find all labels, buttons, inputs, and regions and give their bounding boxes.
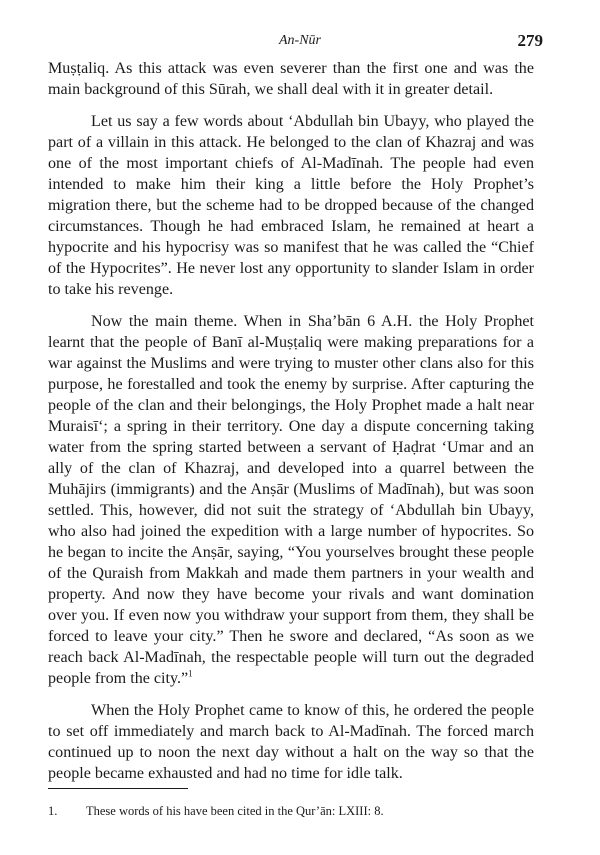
- paragraph-2: Let us say a few words about ‘Abdullah bin Ubayy, who played the part of a villain in this attack. He belonged to the clan of Khazraj and was one of the most important chiefs of Al-Madīnah. The people had even intended to make him their king a little before the Holy Prophet’s migration there, but the scheme had to be dropped because of the changed circumstances. Though he had embraced Islam, he remained at heart a hypocrite and his hypocrisy was so manifest that he was called the “Chief of the Hypocrites”. He never lost any opportunity to slander Islam in order to take his revenge.: [48, 113, 534, 298]
- paragraph-1: Muṣṭaliq. As this attack was even severer than the first one and was the main background of this Sūrah, we shall deal with it in greater detail.: [48, 60, 534, 98]
- page-number: 279: [517, 31, 543, 50]
- paragraph-4: When the Holy Prophet came to know of this, he ordered the people to set off immediately and march back to Al-Madīnah. The forced march continued up to noon the next day without a halt on the way so that the people became exhausted and had no time for idle talk.: [48, 702, 534, 782]
- running-head: [0, 32, 600, 54]
- footnote-number: 1.: [48, 804, 58, 818]
- footnote-text: These words of his have been cited in the Qur’ān: LXIII: 8.: [86, 804, 384, 818]
- footnote-rule: [48, 788, 188, 789]
- footnote: [48, 803, 534, 819]
- paragraph-3-text: Now the main theme. When in Sha’bān 6 A.H. the Holy Prophet learnt that the people of Banī al-Muṣṭaliq were making preparations for a war against the Muslims and were trying to muster other clans also for this purpose, he forestalled and took the enemy by surprise. After capturing the people of the clan and their belongings, the Holy Prophet made a halt near Muraisī‘; a spring in their territory. One day a dispute concerning taking water from the spring started between a servant of Ḥaḍrat ‘Umar and an ally of the clan of Khazraj, and developed into a quarrel between the Muhājirs (immigrants) and the Anṣār (Muslims of Madīnah), but was soon settled. This, however, did not suit the strategy of ‘Abdullah bin Ubayy, who also had joined the expedition with a large number of hypocrites. So he began to incite the Anṣār, saying, “You yourselves brought these people of the Quraish from Makkah and made them partners in your wealth and property. And now they have become your rivals and want domination over you. If even now you withdraw your support from them, they shall be forced to leave your city.” Then he swore and declared, “As soon as we reach back Al-Madīnah, the respectable people will turn out the degraded people from the city.”: [48, 313, 534, 687]
- body-text: [48, 58, 534, 795]
- running-title: An-Nūr: [279, 33, 321, 48]
- paragraph-3: [48, 311, 534, 689]
- footnote-reference: 1: [188, 668, 193, 679]
